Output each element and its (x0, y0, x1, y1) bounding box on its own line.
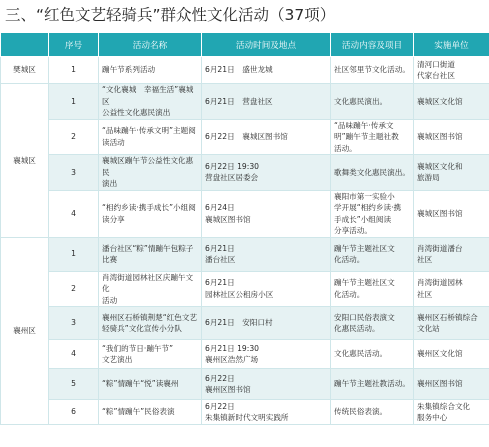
seq-cell: 5 (49, 369, 99, 400)
time-place-cell (202, 400, 331, 425)
unit-cell-line: 文化站 (417, 324, 440, 333)
unit-cell-line: 代家台社区 (417, 71, 455, 80)
content-cell-line: 蹦午节主题社区文 (334, 278, 395, 288)
time-place-cell (202, 340, 331, 369)
content-cell (331, 271, 414, 307)
seq-cell: 4 (49, 340, 99, 369)
activity-name-cell-line: “粽”情蹦午”民俗表演 (102, 407, 175, 417)
content-cell (331, 237, 414, 271)
activity-name-cell (99, 57, 202, 84)
unit-cell (414, 307, 489, 340)
activity-name-cell-line: 比赛 (102, 255, 118, 264)
unit-cell-line: 肖湾街道园林 (417, 278, 463, 288)
seq-cell: 4 (49, 190, 99, 237)
time-place-cell-line: 朱集镇新时代文明实践所 (205, 413, 289, 422)
unit-cell-line: 襄州区文化馆 (417, 349, 463, 359)
time-place-cell-line: 潘台社区 (205, 255, 236, 264)
time-place-cell-line: 6月22日 19:30 (205, 161, 259, 171)
table-row (1, 119, 489, 155)
content-cell-line: 化活动。 (334, 255, 365, 264)
content-cell-line: 活动。 (334, 143, 357, 153)
unit-cell-line: 服务中心 (417, 413, 448, 422)
seq-cell: 2 (49, 119, 99, 155)
content-cell-line: 安阳口民俗表演文 (334, 312, 395, 322)
seq-cell: 3 (49, 307, 99, 340)
header-unit: 实施单位 (414, 33, 489, 57)
unit-cell-line: 肖湾街道潘台 (417, 243, 463, 253)
activity-name-cell (99, 307, 202, 340)
time-place-cell (202, 307, 331, 340)
table-row (1, 190, 489, 237)
unit-cell-line: 旅游局 (417, 173, 440, 183)
district-cell: 襄州区 (1, 237, 49, 425)
activity-name-cell (99, 237, 202, 271)
activity-name-cell-line: “相约乡读·携手成长”小组阅 (102, 203, 196, 212)
content-cell-line: 蹦午节主题社区文 (334, 243, 395, 253)
time-place-cell-line: 园林社区公租房小区 (205, 289, 274, 299)
activity-name-cell (99, 84, 202, 120)
time-place-cell (202, 369, 331, 400)
activity-name-cell-line: 潘台社区“粽”情蹦午包粽子 (102, 243, 194, 253)
time-place-cell-line: 6月22日 (205, 373, 235, 383)
header-content: 活动内容及项目 (331, 33, 414, 57)
header-district (1, 33, 49, 57)
table-row (1, 400, 489, 425)
unit-cell-line: 襄州区石桥镇综合 (417, 312, 478, 322)
time-place-cell-line: 6月21日 盛世龙城 (205, 65, 273, 75)
activity-name-cell (99, 369, 202, 400)
unit-cell (414, 237, 489, 271)
time-place-cell (202, 271, 331, 307)
unit-cell-line: 襄城区文化和 (417, 161, 463, 171)
time-place-cell-line: 襄城区图书馆 (205, 214, 251, 224)
activity-name-cell-line: “品味蹦午·传承文明”主题阅 (102, 126, 196, 136)
table-row (1, 237, 489, 271)
unit-cell-line: 社区 (417, 289, 433, 299)
time-place-cell (202, 119, 331, 155)
unit-cell (414, 190, 489, 237)
activity-name-cell-line: 活动 (102, 295, 118, 305)
table-row (1, 84, 489, 120)
header-time-place: 活动时间及地点 (202, 33, 331, 57)
unit-cell-line: 清河口街道 (417, 59, 455, 69)
content-cell-line: 文化惠民演出。 (334, 96, 388, 106)
unit-cell-line: 襄城区图书馆 (417, 208, 463, 218)
content-cell-line: 明”蹦午节主题社教 (334, 132, 399, 141)
activity-name-cell (99, 400, 202, 425)
content-cell-line: “品味蹦午·传承文 (334, 120, 394, 130)
content-cell (331, 84, 414, 120)
table-row (1, 369, 489, 400)
activity-name-cell-line: 读分享 (102, 214, 125, 224)
content-cell (331, 190, 414, 237)
seq-cell: 2 (49, 271, 99, 307)
district-cell: 樊城区 (1, 57, 49, 84)
time-place-cell-line: 襄州区图书馆 (205, 385, 251, 394)
unit-cell (414, 155, 489, 191)
activity-name-cell-line: “文化襄城 幸福生活”襄城区 (102, 85, 194, 106)
seq-cell: 6 (49, 400, 99, 425)
content-cell (331, 307, 414, 340)
activity-name-cell-line: 蹦午节系列活动 (102, 65, 156, 75)
unit-cell (414, 400, 489, 425)
seq-cell: 3 (49, 155, 99, 191)
table-row (1, 340, 489, 369)
activity-name-cell (99, 155, 202, 191)
activity-name-cell-line: “我们的节日·蹦午节” (102, 343, 174, 353)
content-cell (331, 369, 414, 400)
district-cell: 襄城区 (1, 84, 49, 238)
content-cell (331, 340, 414, 369)
header-seq: 序号 (49, 33, 99, 57)
unit-cell-line: 襄城区文化馆 (417, 96, 463, 106)
content-cell (331, 155, 414, 191)
table-header-row (1, 33, 489, 57)
activity-name-cell (99, 271, 202, 307)
time-place-cell-line: 6月22日 (205, 401, 235, 411)
content-cell-line: 襄阳市第一实验小 (334, 191, 395, 201)
section-heading: 三、“红色文艺轻骑兵”群众性文化活动（37项） (5, 6, 336, 24)
time-place-cell (202, 84, 331, 120)
time-place-cell-line: 6月21日 (205, 243, 235, 253)
header-activity-name: 活动名称 (99, 33, 202, 57)
content-cell-line: 分享活动。 (334, 226, 372, 235)
content-cell-line: 手成长”小组阅读 (334, 214, 392, 224)
activity-name-cell-line: 轻骑兵”文化宣传小分队 (102, 324, 182, 333)
unit-cell (414, 271, 489, 307)
activity-name-cell-line: 文艺演出 (102, 355, 133, 364)
seq-cell: 1 (49, 237, 99, 271)
content-cell (331, 119, 414, 155)
seq-cell: 1 (49, 84, 99, 120)
unit-cell-line: 朱集镇综合文化 (417, 401, 471, 411)
time-place-cell-line: 6月21日 (205, 278, 235, 288)
activity-name-cell-line: 襄州区石桥镇荆楚“红色文艺 (102, 312, 198, 322)
time-place-cell (202, 57, 331, 84)
unit-cell (414, 119, 489, 155)
time-place-cell (202, 237, 331, 271)
unit-cell (414, 84, 489, 120)
time-place-cell-line: 6月21日 营盘社区 (205, 96, 273, 106)
time-place-cell-line: 6月22日 襄城区图书馆 (205, 132, 288, 141)
activity-table (0, 32, 489, 425)
time-place-cell (202, 155, 331, 191)
table-row (1, 271, 489, 307)
unit-cell (414, 340, 489, 369)
activity-name-cell-line: 公益性文化惠民演出 (102, 108, 171, 117)
activity-name-cell-line: 演出 (102, 179, 118, 188)
table-row (1, 57, 489, 84)
activity-name-cell-line: “粽”情蹦午“悦”读襄州 (102, 379, 179, 389)
activity-name-cell-line: 襄城区蹦午节公益性文化惠民 (102, 156, 194, 177)
activity-name-cell-line: 肖湾街道园林社区庆蹦午文化 (102, 272, 194, 293)
content-cell-line: 歌舞类文化惠民演出。 (334, 167, 410, 177)
content-cell-line: 化活动。 (334, 289, 365, 299)
activity-name-cell (99, 190, 202, 237)
time-place-cell (202, 190, 331, 237)
seq-cell: 1 (49, 57, 99, 84)
unit-cell-line: 社区 (417, 255, 433, 264)
table-row (1, 307, 489, 340)
time-place-cell-line: 6月21日 19:30 (205, 343, 259, 353)
content-cell-line: 社区邻里节文化活动。 (334, 65, 410, 75)
time-place-cell-line: 6月24日 (205, 203, 235, 212)
time-place-cell-line: 6月21日 安阳口村 (205, 318, 273, 328)
table-row (1, 155, 489, 191)
content-cell-line: 文化惠民活动。 (334, 349, 388, 359)
activity-name-cell-line: 读活动 (102, 137, 125, 147)
unit-cell-line: 襄城区图书馆 (417, 132, 463, 141)
unit-cell (414, 369, 489, 400)
time-place-cell-line: 襄州区浩然广场 (205, 355, 259, 364)
content-cell (331, 400, 414, 425)
unit-cell (414, 57, 489, 84)
activity-name-cell (99, 340, 202, 369)
activity-name-cell (99, 119, 202, 155)
content-cell (331, 57, 414, 84)
content-cell-line: 化惠民活动。 (334, 324, 380, 333)
content-cell-line: 传统民俗表演。 (334, 407, 388, 417)
content-cell-line: 学开展“相约乡读·携 (334, 203, 402, 212)
unit-cell-line: 襄州区图书馆 (417, 379, 463, 389)
content-cell-line: 蹦午节主题社教活动。 (334, 379, 410, 389)
time-place-cell-line: 营盘社区居委会 (205, 173, 259, 183)
